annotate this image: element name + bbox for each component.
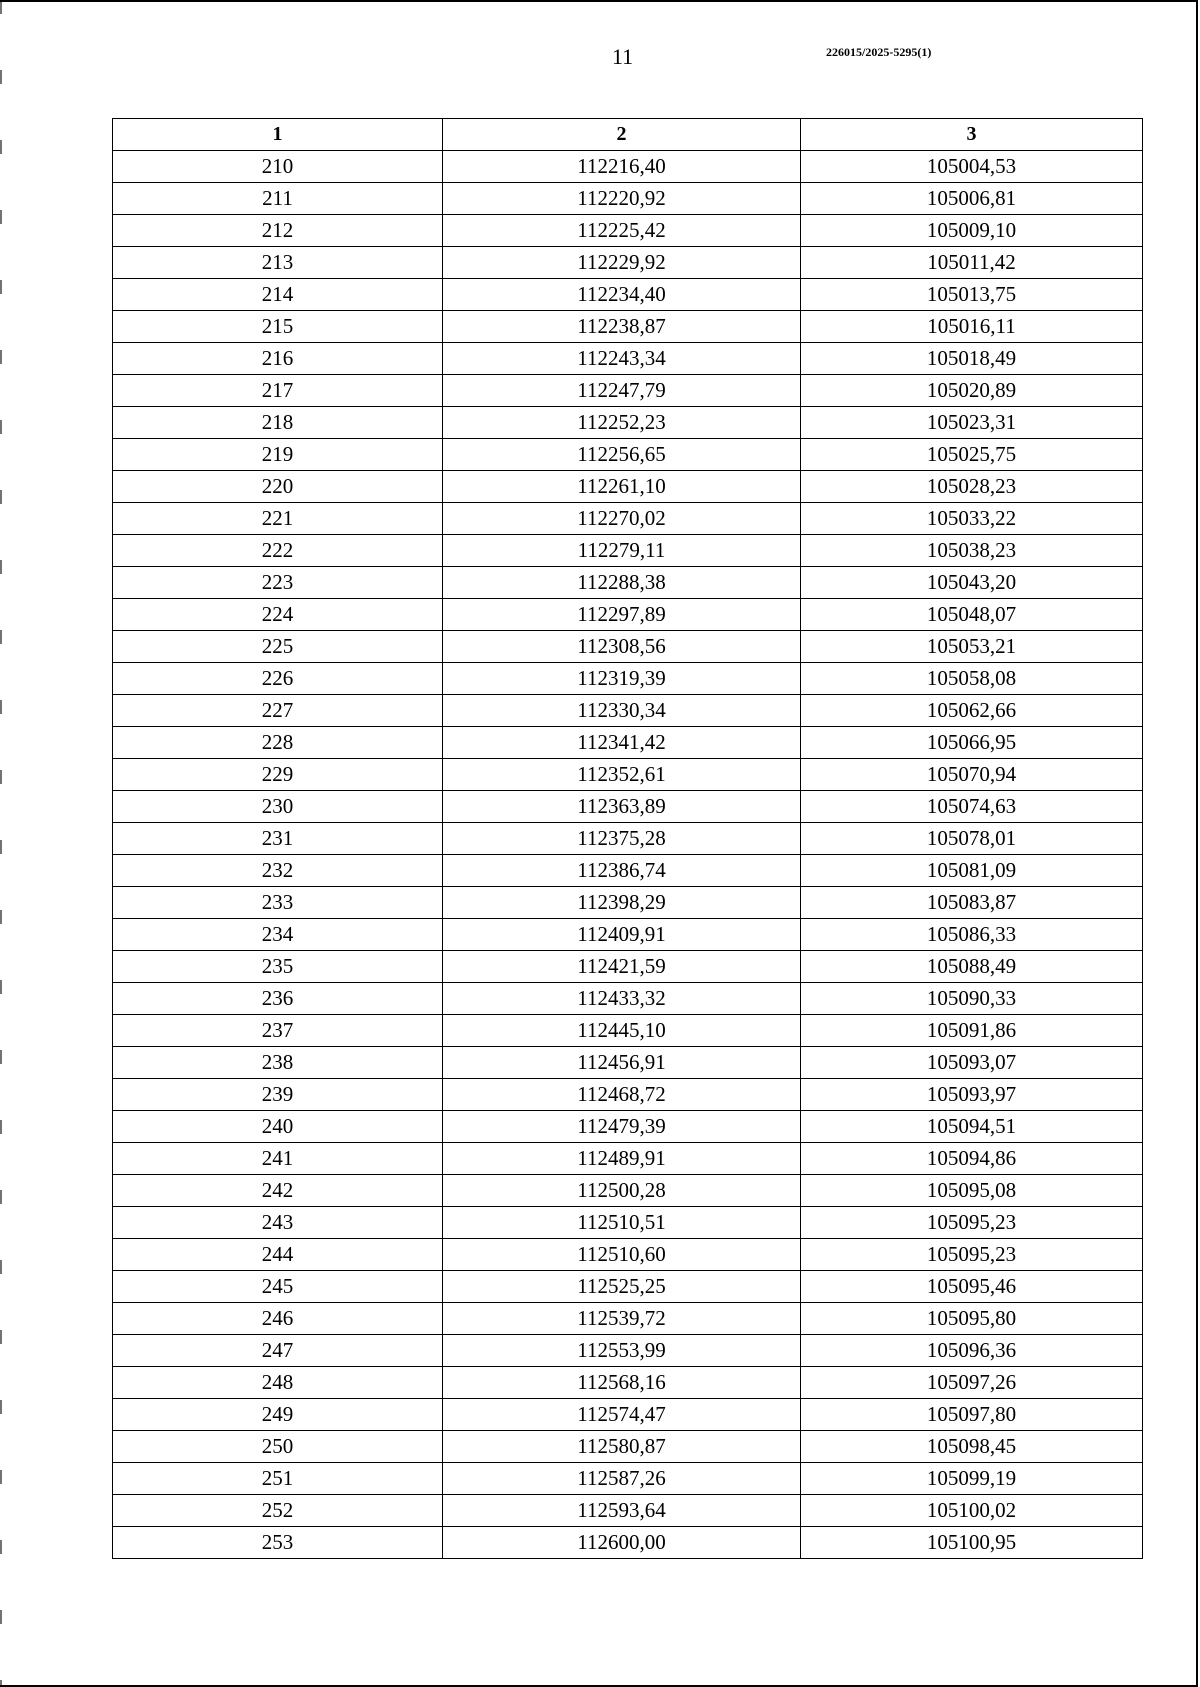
table-cell-col-2: 112297,89 — [443, 599, 801, 631]
table-row — [113, 1175, 1143, 1207]
table-cell-col-3: 105025,75 — [801, 439, 1143, 471]
table-cell-col-1: 229 — [113, 759, 443, 791]
table-row — [113, 439, 1143, 471]
table-cell-col-3: 105028,23 — [801, 471, 1143, 503]
table-row — [113, 311, 1143, 343]
table-cell-col-1: 210 — [113, 151, 443, 183]
table-cell-col-2: 112279,11 — [443, 535, 801, 567]
table-cell-col-2: 112363,89 — [443, 791, 801, 823]
table-row — [113, 951, 1143, 983]
table-body — [113, 151, 1143, 1559]
table-row — [113, 1527, 1143, 1559]
table-cell-col-3: 105090,33 — [801, 983, 1143, 1015]
table-cell-col-2: 112510,51 — [443, 1207, 801, 1239]
table-cell-col-2: 112409,91 — [443, 919, 801, 951]
table-cell-col-3: 105038,23 — [801, 535, 1143, 567]
table-cell-col-2: 112510,60 — [443, 1239, 801, 1271]
table-cell-col-1: 236 — [113, 983, 443, 1015]
table-cell-col-3: 105062,66 — [801, 695, 1143, 727]
table-cell-col-2: 112553,99 — [443, 1335, 801, 1367]
table-cell-col-2: 112593,64 — [443, 1495, 801, 1527]
table-cell-col-1: 220 — [113, 471, 443, 503]
table-cell-col-2: 112468,72 — [443, 1079, 801, 1111]
table-cell-col-3: 105004,53 — [801, 151, 1143, 183]
table-cell-col-1: 245 — [113, 1271, 443, 1303]
table-row — [113, 663, 1143, 695]
table-cell-col-3: 105053,21 — [801, 631, 1143, 663]
table-cell-col-3: 105020,89 — [801, 375, 1143, 407]
scan-edge-marks — [0, 0, 2, 1687]
table-cell-col-2: 112341,42 — [443, 727, 801, 759]
table-row — [113, 215, 1143, 247]
table-cell-col-2: 112500,28 — [443, 1175, 801, 1207]
table-cell-col-2: 112421,59 — [443, 951, 801, 983]
table-row — [113, 1431, 1143, 1463]
table-cell-col-1: 211 — [113, 183, 443, 215]
table-row — [113, 599, 1143, 631]
table-row — [113, 1015, 1143, 1047]
table-cell-col-1: 217 — [113, 375, 443, 407]
table-row — [113, 1079, 1143, 1111]
table-cell-col-2: 112220,92 — [443, 183, 801, 215]
table-cell-col-1: 248 — [113, 1367, 443, 1399]
table-cell-col-2: 112574,47 — [443, 1399, 801, 1431]
table-row — [113, 279, 1143, 311]
table-row — [113, 759, 1143, 791]
table-row — [113, 471, 1143, 503]
table-cell-col-1: 216 — [113, 343, 443, 375]
table-row — [113, 791, 1143, 823]
table-cell-col-3: 105083,87 — [801, 887, 1143, 919]
table-row — [113, 823, 1143, 855]
table-cell-col-2: 112308,56 — [443, 631, 801, 663]
table-row — [113, 567, 1143, 599]
table-cell-col-1: 212 — [113, 215, 443, 247]
table-cell-col-3: 105094,86 — [801, 1143, 1143, 1175]
table-row — [113, 1143, 1143, 1175]
table-cell-col-3: 105096,36 — [801, 1335, 1143, 1367]
table-cell-col-2: 112288,38 — [443, 567, 801, 599]
table-cell-col-2: 112261,10 — [443, 471, 801, 503]
table-cell-col-3: 105013,75 — [801, 279, 1143, 311]
table-cell-col-1: 230 — [113, 791, 443, 823]
table-cell-col-3: 105048,07 — [801, 599, 1143, 631]
table-row — [113, 151, 1143, 183]
table-row — [113, 983, 1143, 1015]
table-cell-col-3: 105074,63 — [801, 791, 1143, 823]
table-row — [113, 1207, 1143, 1239]
table-cell-col-2: 112234,40 — [443, 279, 801, 311]
table-cell-col-2: 112319,39 — [443, 663, 801, 695]
table-cell-col-2: 112243,34 — [443, 343, 801, 375]
table-cell-col-2: 112456,91 — [443, 1047, 801, 1079]
table-cell-col-1: 241 — [113, 1143, 443, 1175]
table-cell-col-2: 112580,87 — [443, 1431, 801, 1463]
table-cell-col-3: 105086,33 — [801, 919, 1143, 951]
table-row — [113, 1463, 1143, 1495]
table-row — [113, 247, 1143, 279]
table-cell-col-1: 233 — [113, 887, 443, 919]
table-row — [113, 183, 1143, 215]
table-cell-col-3: 105066,95 — [801, 727, 1143, 759]
table-cell-col-2: 112433,32 — [443, 983, 801, 1015]
table-row — [113, 727, 1143, 759]
table-cell-col-1: 213 — [113, 247, 443, 279]
column-header-2: 2 — [443, 119, 801, 151]
table-cell-col-3: 105100,02 — [801, 1495, 1143, 1527]
table-cell-col-2: 112600,00 — [443, 1527, 801, 1559]
table-cell-col-1: 224 — [113, 599, 443, 631]
table-cell-col-1: 247 — [113, 1335, 443, 1367]
table-cell-col-1: 242 — [113, 1175, 443, 1207]
table-row — [113, 1271, 1143, 1303]
table-cell-col-3: 105095,23 — [801, 1239, 1143, 1271]
table-cell-col-1: 223 — [113, 567, 443, 599]
table-cell-col-1: 228 — [113, 727, 443, 759]
column-header-3: 3 — [801, 119, 1143, 151]
table-cell-col-3: 105093,07 — [801, 1047, 1143, 1079]
table-cell-col-1: 253 — [113, 1527, 443, 1559]
table-cell-col-3: 105058,08 — [801, 663, 1143, 695]
table-cell-col-1: 234 — [113, 919, 443, 951]
table-row — [113, 1335, 1143, 1367]
table-cell-col-2: 112398,29 — [443, 887, 801, 919]
table-cell-col-1: 243 — [113, 1207, 443, 1239]
table-cell-col-1: 239 — [113, 1079, 443, 1111]
table-cell-col-1: 231 — [113, 823, 443, 855]
table-cell-col-2: 112445,10 — [443, 1015, 801, 1047]
table-cell-col-3: 105095,46 — [801, 1271, 1143, 1303]
table-cell-col-2: 112479,39 — [443, 1111, 801, 1143]
table-cell-col-3: 105016,11 — [801, 311, 1143, 343]
table-cell-col-3: 105018,49 — [801, 343, 1143, 375]
table-row — [113, 375, 1143, 407]
table-row — [113, 919, 1143, 951]
table-cell-col-1: 218 — [113, 407, 443, 439]
table-cell-col-3: 105078,01 — [801, 823, 1143, 855]
page-number: 11 — [612, 44, 634, 69]
table-cell-col-1: 251 — [113, 1463, 443, 1495]
table-header-row — [113, 119, 1143, 151]
table-cell-col-2: 112525,25 — [443, 1271, 801, 1303]
table-cell-col-2: 112225,42 — [443, 215, 801, 247]
table-row — [113, 407, 1143, 439]
table-row — [113, 1239, 1143, 1271]
table-cell-col-2: 112489,91 — [443, 1143, 801, 1175]
table-cell-col-1: 238 — [113, 1047, 443, 1079]
table-cell-col-2: 112247,79 — [443, 375, 801, 407]
table-cell-col-1: 249 — [113, 1399, 443, 1431]
table-row — [113, 1367, 1143, 1399]
table-cell-col-1: 215 — [113, 311, 443, 343]
table-cell-col-2: 112229,92 — [443, 247, 801, 279]
table-cell-col-3: 105100,95 — [801, 1527, 1143, 1559]
table-cell-col-3: 105097,80 — [801, 1399, 1143, 1431]
table-cell-col-3: 105070,94 — [801, 759, 1143, 791]
table-cell-col-3: 105006,81 — [801, 183, 1143, 215]
table-cell-col-2: 112386,74 — [443, 855, 801, 887]
table-cell-col-1: 237 — [113, 1015, 443, 1047]
table-cell-col-1: 240 — [113, 1111, 443, 1143]
table-cell-col-2: 112587,26 — [443, 1463, 801, 1495]
table-cell-col-1: 214 — [113, 279, 443, 311]
table-cell-col-2: 112330,34 — [443, 695, 801, 727]
table-cell-col-1: 227 — [113, 695, 443, 727]
table-row — [113, 855, 1143, 887]
table-cell-col-3: 105011,42 — [801, 247, 1143, 279]
table-row — [113, 887, 1143, 919]
table-cell-col-3: 105098,45 — [801, 1431, 1143, 1463]
table-cell-col-3: 105033,22 — [801, 503, 1143, 535]
document-reference: 226015/2025-5295(1) — [826, 45, 932, 59]
table-cell-col-3: 105094,51 — [801, 1111, 1143, 1143]
table-row — [113, 503, 1143, 535]
table-cell-col-3: 105095,23 — [801, 1207, 1143, 1239]
table-cell-col-2: 112216,40 — [443, 151, 801, 183]
table-row — [113, 695, 1143, 727]
table-cell-col-3: 105099,19 — [801, 1463, 1143, 1495]
table-cell-col-1: 222 — [113, 535, 443, 567]
table-cell-col-2: 112375,28 — [443, 823, 801, 855]
table-row — [113, 1047, 1143, 1079]
table-cell-col-1: 226 — [113, 663, 443, 695]
table-cell-col-1: 235 — [113, 951, 443, 983]
table-row — [113, 1495, 1143, 1527]
table-cell-col-1: 232 — [113, 855, 443, 887]
table-cell-col-3: 105088,49 — [801, 951, 1143, 983]
table-cell-col-2: 112568,16 — [443, 1367, 801, 1399]
table-row — [113, 1399, 1143, 1431]
table-cell-col-3: 105043,20 — [801, 567, 1143, 599]
table-row — [113, 1111, 1143, 1143]
table-cell-col-3: 105097,26 — [801, 1367, 1143, 1399]
table-cell-col-2: 112352,61 — [443, 759, 801, 791]
table-cell-col-1: 250 — [113, 1431, 443, 1463]
table-cell-col-3: 105091,86 — [801, 1015, 1143, 1047]
table-cell-col-3: 105095,80 — [801, 1303, 1143, 1335]
table-cell-col-1: 246 — [113, 1303, 443, 1335]
table-row — [113, 1303, 1143, 1335]
table-cell-col-3: 105009,10 — [801, 215, 1143, 247]
table-cell-col-2: 112238,87 — [443, 311, 801, 343]
table-cell-col-3: 105093,97 — [801, 1079, 1143, 1111]
table-cell-col-1: 244 — [113, 1239, 443, 1271]
table-cell-col-2: 112539,72 — [443, 1303, 801, 1335]
table-cell-col-1: 225 — [113, 631, 443, 663]
table-row — [113, 535, 1143, 567]
coordinates-table — [112, 118, 1143, 1559]
table-cell-col-3: 105095,08 — [801, 1175, 1143, 1207]
table-cell-col-2: 112252,23 — [443, 407, 801, 439]
table-cell-col-1: 221 — [113, 503, 443, 535]
table-cell-col-3: 105023,31 — [801, 407, 1143, 439]
table-cell-col-3: 105081,09 — [801, 855, 1143, 887]
table-cell-col-2: 112256,65 — [443, 439, 801, 471]
table-row — [113, 343, 1143, 375]
table-row — [113, 631, 1143, 663]
table-cell-col-1: 219 — [113, 439, 443, 471]
column-header-1: 1 — [113, 119, 443, 151]
table-cell-col-1: 252 — [113, 1495, 443, 1527]
table-cell-col-2: 112270,02 — [443, 503, 801, 535]
